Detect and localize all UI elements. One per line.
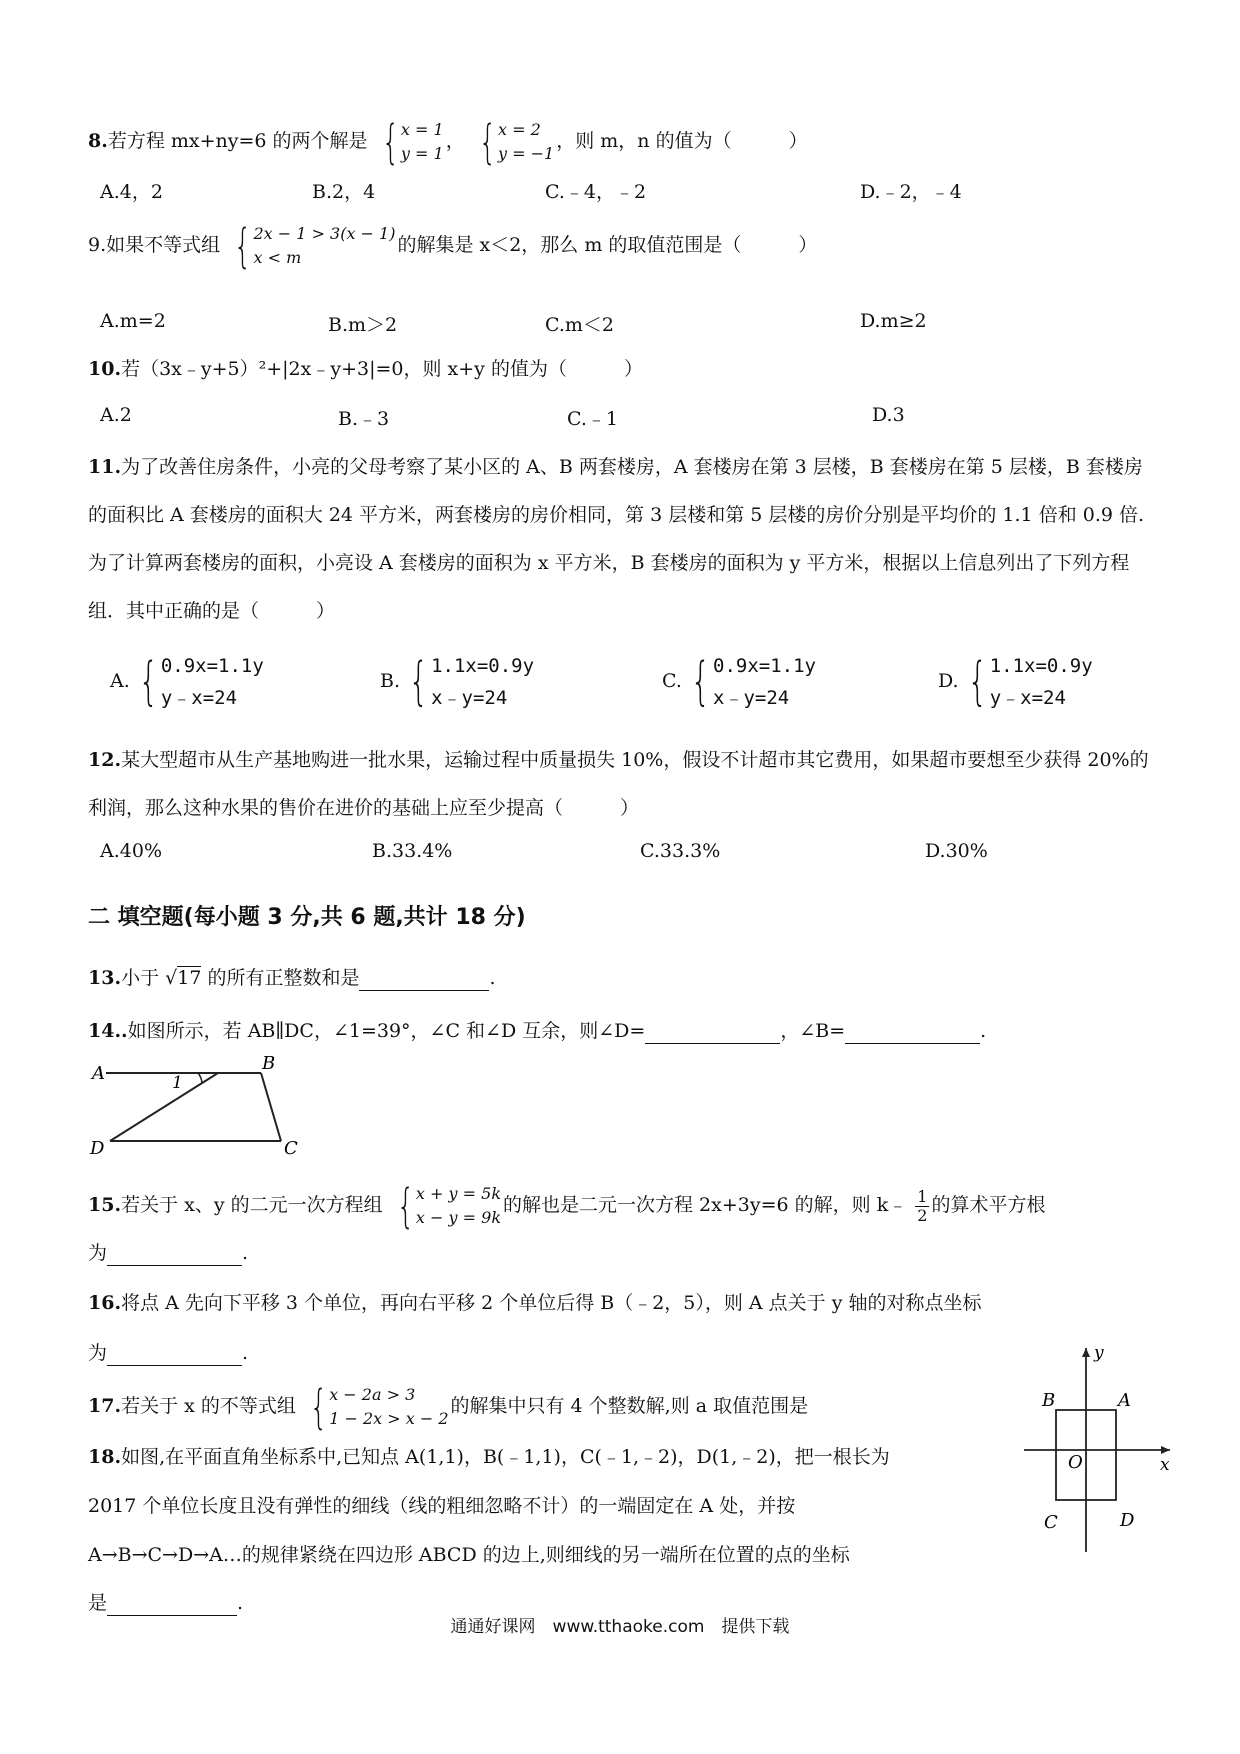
option-b: B.2，4 (312, 181, 376, 203)
question-number: 18. (88, 1446, 122, 1468)
question-number: 14.. (88, 1020, 128, 1042)
question-text: 若（3x﹣y+5）²+|2x﹣y+3|=0，则 x+y 的值为（ ） (121, 358, 643, 380)
option-a: A.2 (100, 404, 132, 426)
question-number: 8. (88, 130, 108, 152)
section-heading: 二 填空题(每小题 3 分,共 6 题,共计 18 分) (88, 905, 526, 930)
label-c: C (284, 1138, 298, 1155)
question-9 (88, 219, 818, 273)
question-11 (88, 443, 1158, 635)
equation-system: { x + y = 5k x − y = 9k (396, 1179, 502, 1233)
question-14: 14..如图所示，若 AB∥DC，∠1=39°，∠C 和∠D 互余，则∠D= ，∠B= . (88, 1020, 987, 1042)
option-c: C. { 0.9x=1.1y x﹣y=24 (662, 652, 816, 712)
option-d: D.30% (925, 840, 988, 862)
label-a: A (1118, 1390, 1131, 1411)
question-18-line4: 是 . (88, 1592, 244, 1614)
question-number: 10. (88, 358, 122, 380)
option-b: B.﹣3 (338, 408, 390, 430)
option-a: A.m=2 (100, 310, 166, 332)
inequality-system: { x − 2a > 3 1 − 2x > x − 2 (309, 1380, 449, 1434)
question-15-line2: 为 . (88, 1242, 249, 1264)
option-a: A.4，2 (100, 181, 163, 203)
question-16-line2: 为 . (88, 1342, 249, 1364)
question-12 (88, 736, 1158, 832)
option-d: D.m≥2 (860, 310, 927, 332)
option-d: D.﹣2，﹣4 (860, 181, 962, 203)
option-d: D.3 (872, 404, 905, 426)
answer-blank[interactable] (845, 1021, 980, 1044)
label-b: B (262, 1055, 276, 1074)
equation-system: { x = 1 y = 1 (381, 115, 444, 169)
answer-blank[interactable] (359, 968, 489, 991)
label-b: B (1042, 1390, 1056, 1411)
question-text: 某大型超市从生产基地购进一批水果，运输过程中质量损失 10%，假设不计超市其它费用，如果超市要想至少获得 20%的利润，那么这种水果的售价在进价的基础上应至少提高（ ） (88, 749, 1149, 819)
sqrt-symbol: √17 (165, 967, 202, 989)
option-c: C.33.3% (640, 840, 721, 862)
answer-blank[interactable] (107, 1243, 242, 1266)
inequality-system: { 2x − 1 > 3(x − 1) x < m (234, 219, 396, 273)
trapezoid-figure (86, 1055, 326, 1155)
question-number: 16. (88, 1292, 122, 1314)
question-text: 为了改善住房条件，小亮的父母考察了某小区的 A、B 两套楼房，A 套楼房在第 3 层楼，B 套楼房在第 5 层楼，B 套楼房的面积比 A 套楼房的面积大 24 平方米，两套楼房的房价相同，第 3 层楼和第 5 层楼的房价分别是平均价的 1.1 倍和 0.9 倍.为了计算两套楼房的面积，小亮设 A 套楼房的面积为 x 平方米，B 套楼房的面积为 y 平方米，根据以上信息列出了下列方程组．其中正确的是（ ） (88, 456, 1145, 622)
option-c: C.﹣1 (567, 408, 618, 430)
option-a: A.40% (100, 840, 162, 862)
coordinate-figure (1020, 1340, 1180, 1560)
footer-source: 通通好课网 www.tthaoke.com 提供下载 (450, 1617, 790, 1637)
question-13: 13.小于 √17 的所有正整数和是 . (88, 967, 496, 989)
question-18: 18.如图,在平面直角坐标系中,已知点 A(1,1)，B(﹣1,1)，C(﹣1,﹣2)，D(1,﹣2)，把一根长为 (88, 1446, 890, 1468)
question-text: ，则 m，n 的值为（ ） (556, 130, 808, 152)
label-c: C (1044, 1512, 1058, 1533)
option-b: B.33.4% (372, 840, 453, 862)
question-number: 15. (88, 1194, 122, 1216)
label-angle-1: 1 (172, 1073, 183, 1093)
question-number: 17. (88, 1395, 122, 1417)
question-number: 12. (88, 749, 122, 771)
label-y-axis: y (1094, 1343, 1104, 1363)
answer-blank[interactable] (107, 1343, 242, 1366)
question-number: 9. (88, 234, 107, 256)
question-text: 如果不等式组 (106, 234, 221, 256)
option-b: B.m＞2 (328, 314, 398, 336)
question-16: 16.将点 A 先向下平移 3 个单位，再向右平移 2 个单位后得 B（﹣2，5），则 A 点关于 y 轴的对称点坐标 (88, 1292, 982, 1314)
label-a: A (92, 1063, 105, 1084)
question-number: 11. (88, 456, 122, 478)
question-number: 13. (88, 967, 122, 989)
question-15: 15.若关于 x、y 的二元一次方程组 { x + y = 5k x − y = 9k 的解也是二元一次方程 2x+3y=6 的解，则 k﹣ $\frac{1}{2}$ 的算术平方根 (88, 1179, 1046, 1233)
question-8: 8.若方程 mx+ny=6 的两个解是 { x = 1 y = 1 ， { x = 2 y = −1 ，则 m，n 的值为（ ） (88, 115, 808, 169)
question-18-line2: 2017 个单位长度且没有弹性的细线（线的粗细忽略不计）的一端固定在 A 处，并按 (88, 1495, 796, 1517)
label-x-axis: x (1160, 1455, 1170, 1475)
label-origin: O (1068, 1452, 1083, 1473)
option-a: A. { 0.9x=1.1y y﹣x=24 (110, 652, 264, 712)
question-10 (88, 356, 643, 382)
option-c: C.﹣4，﹣2 (545, 181, 647, 203)
question-text: 若方程 mx+ny=6 的两个解是 (107, 130, 368, 152)
label-d: D (1120, 1510, 1135, 1531)
fraction: $\frac{1}{2}$ (917, 1186, 928, 1225)
option-d: D. { 1.1x=0.9y y﹣x=24 (938, 652, 1093, 712)
option-c: C.m＜2 (545, 314, 615, 336)
option-b: B. { 1.1x=0.9y x﹣y=24 (380, 652, 535, 712)
equation-system: { x = 2 y = −1 (478, 115, 555, 169)
answer-blank[interactable] (645, 1021, 780, 1044)
question-17: 17.若关于 x 的不等式组 { x − 2a > 3 1 − 2x > x − 2 的解集中只有 4 个整数解,则 a 取值范围是 (88, 1380, 809, 1434)
label-d: D (90, 1138, 105, 1155)
question-text: 的解集是 x＜2，那么 m 的取值范围是（ ） (397, 234, 818, 256)
question-18-line3: A→B→C→D→A…的规律紧绕在四边形 ABCD 的边上,则细线的另一端所在位置的点的坐标 (88, 1544, 850, 1566)
